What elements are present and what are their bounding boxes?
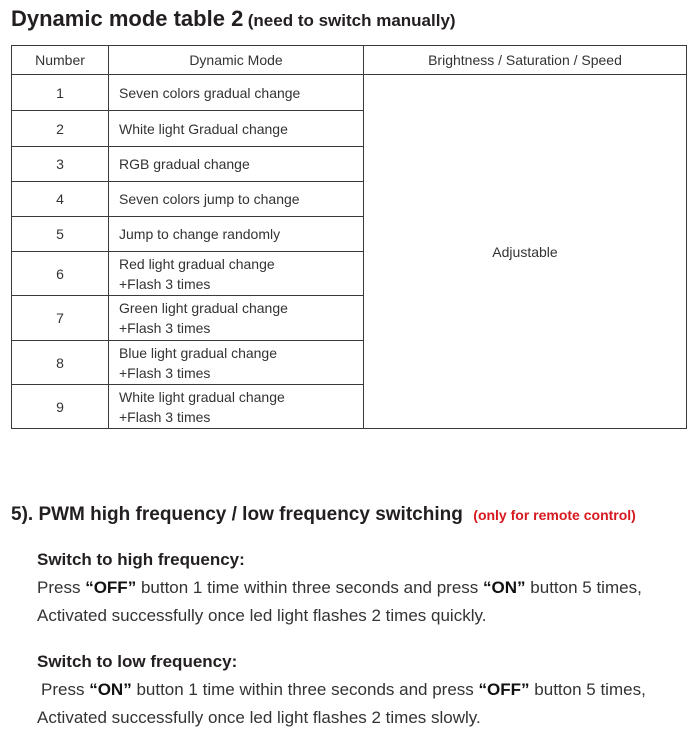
mode-line1: Blue light gradual change (119, 344, 278, 361)
mode-line1: Seven colors jump to change (119, 191, 300, 207)
adjustable-cell: Adjustable (364, 75, 687, 429)
row-number: 9 (12, 385, 109, 429)
key-on: “ON” (483, 578, 526, 597)
high-heading: Switch to high frequency: (37, 550, 245, 569)
mode-line1: Jump to change randomly (119, 226, 281, 242)
row-number: 6 (12, 252, 109, 296)
row-number: 8 (12, 341, 109, 385)
instruction-end: button 5 times, (534, 680, 646, 699)
high-instruction (37, 574, 642, 602)
high-frequency-block (37, 546, 642, 630)
mode-line1: White light Gradual change (119, 120, 288, 137)
row-number: 3 (12, 147, 109, 182)
header-dynamic-mode: Dynamic Mode (109, 46, 364, 75)
row-number: 5 (12, 217, 109, 252)
mode-line2: +Flash 3 times (119, 364, 211, 381)
section5-heading (11, 504, 636, 526)
mode-line1: Green light gradual change (119, 300, 288, 316)
high-result: Activated successfully once led light flashes 2 times quickly. (37, 606, 487, 625)
header-number: Number (12, 46, 109, 75)
row-mode (109, 296, 364, 341)
row-number: 2 (12, 111, 109, 147)
row-mode (109, 341, 364, 385)
mode-line1: Seven colors gradual change (119, 84, 301, 101)
row-mode (109, 182, 364, 217)
table-header-row (12, 46, 687, 75)
row-mode (109, 75, 364, 111)
row-mode (109, 252, 364, 296)
section5-title: 5). PWM high frequency / low frequency switching (11, 504, 463, 525)
instruction-end: button 5 times, (530, 578, 642, 597)
low-heading: Switch to low frequency: (37, 652, 238, 671)
row-mode (109, 385, 364, 429)
mode-line1: Red light gradual change (119, 255, 275, 272)
row-mode (109, 111, 364, 147)
mode-line2: +Flash 3 times (119, 275, 211, 292)
dynamic-mode-table (11, 45, 687, 429)
instruction-mid: button 1 time within three seconds and press (136, 680, 474, 699)
key-on: “ON” (89, 680, 132, 699)
low-frequency-block (37, 648, 646, 732)
row-number: 4 (12, 182, 109, 217)
press-text: Press (41, 680, 85, 699)
key-off: “OFF” (478, 680, 530, 699)
row-number: 7 (12, 296, 109, 341)
press-text: Press (37, 578, 81, 597)
title-main: Dynamic mode table 2 (11, 6, 244, 31)
instruction-mid: button 1 time within three seconds and press (140, 578, 479, 597)
mode-line2: +Flash 3 times (119, 408, 211, 425)
section5-note: (only for remote control) (473, 507, 636, 523)
row-number: 1 (12, 75, 109, 111)
page-title (11, 6, 456, 32)
low-instruction (37, 676, 646, 704)
table-row (12, 75, 687, 111)
mode-line1: RGB gradual change (119, 156, 250, 172)
header-brightness: Brightness / Saturation / Speed (364, 46, 687, 75)
low-result: Activated successfully once led light flashes 2 times slowly. (37, 708, 481, 727)
row-mode (109, 147, 364, 182)
key-off: “OFF” (85, 578, 137, 597)
mode-line1: White light gradual change (119, 388, 285, 405)
mode-line2: +Flash 3 times (119, 320, 211, 336)
row-mode (109, 217, 364, 252)
title-sub: (need to switch manually) (247, 11, 456, 30)
